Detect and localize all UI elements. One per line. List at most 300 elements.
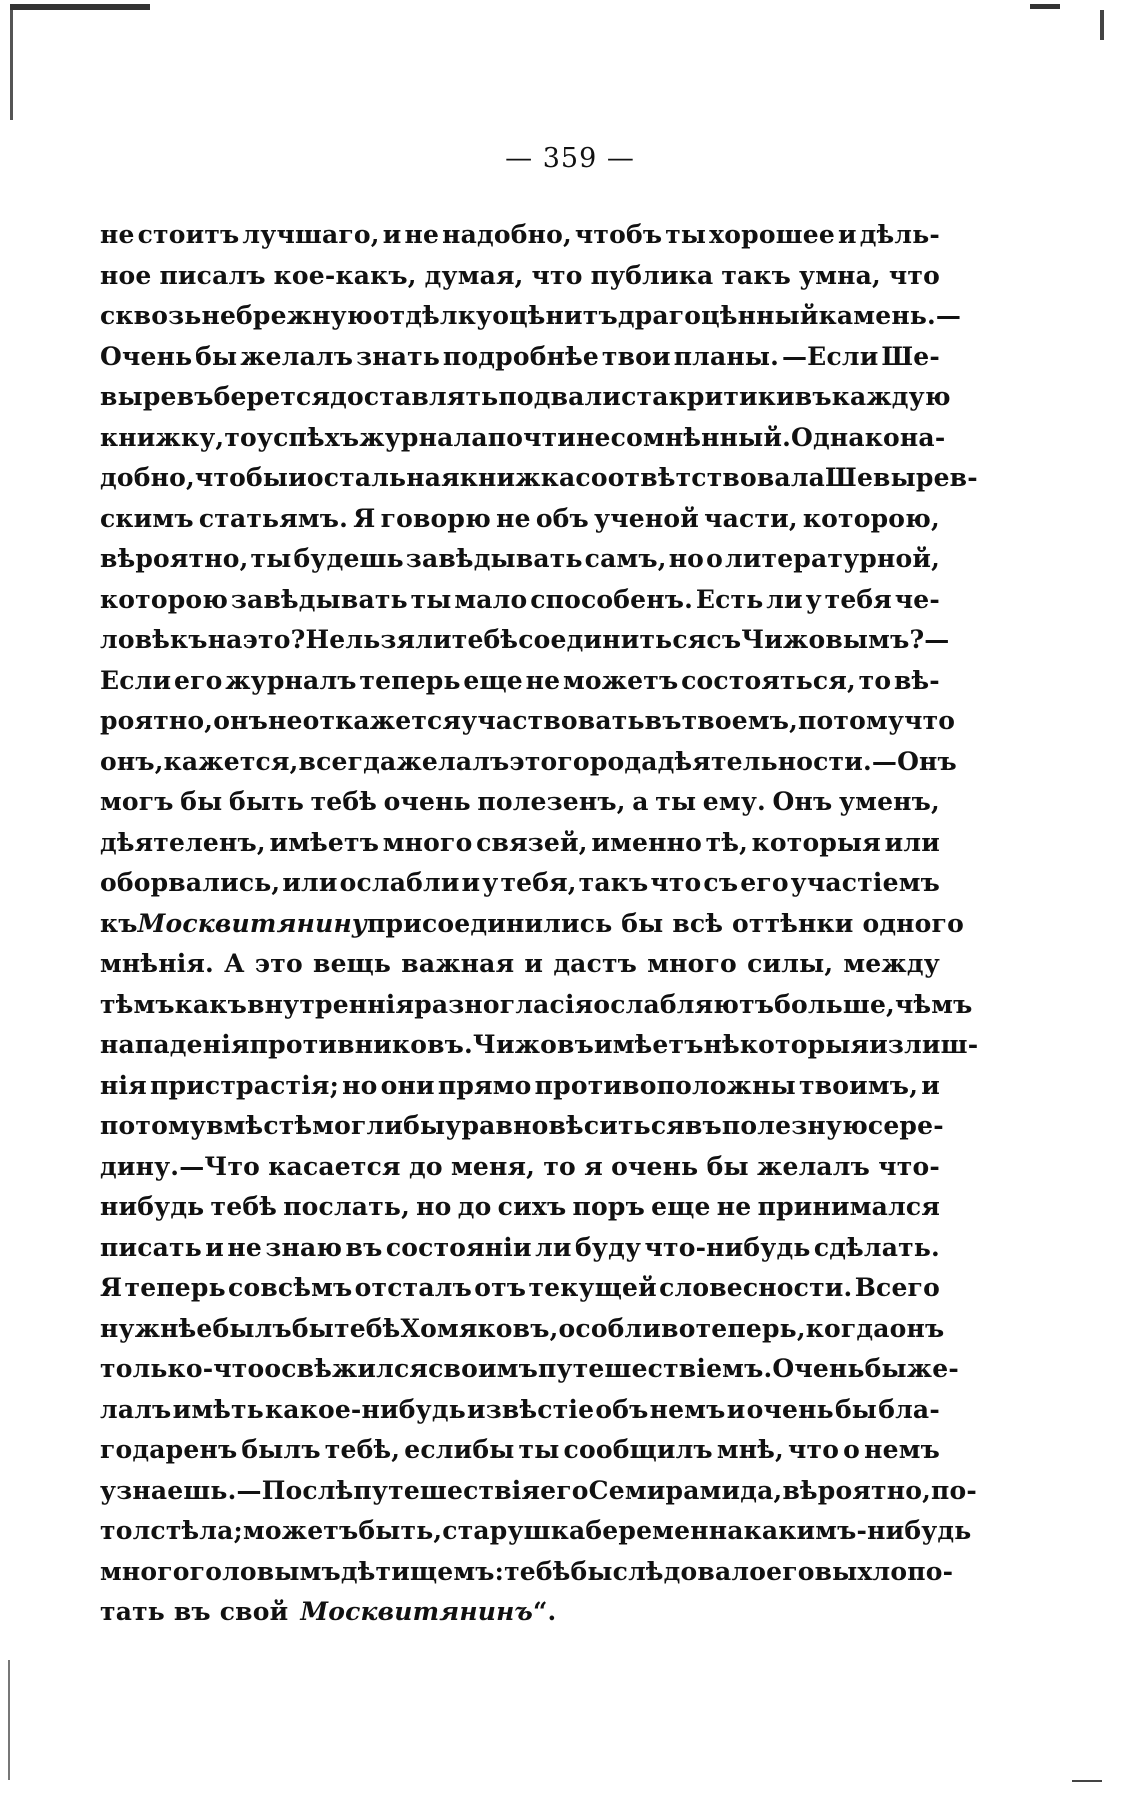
word: Однако — [791, 422, 900, 452]
word: силы, — [747, 949, 834, 978]
word: и — [382, 220, 402, 249]
word: чтобы — [194, 463, 289, 492]
text-line-14 — [100, 742, 957, 783]
word: подробнѣе — [442, 341, 599, 371]
word: не — [227, 1232, 262, 1262]
word: нападенія — [100, 1030, 250, 1059]
word: говорю — [380, 503, 491, 533]
word: книжка — [459, 463, 576, 492]
word: и — [461, 868, 481, 897]
word: лалъ — [100, 1394, 172, 1424]
word: знать — [356, 341, 441, 371]
word: до — [457, 1192, 492, 1221]
word: дѣятеленъ, — [100, 827, 266, 857]
word: тебѣ — [310, 787, 378, 816]
word: публика — [590, 260, 714, 290]
word: имѣетъ — [269, 827, 380, 857]
word: ученой — [594, 503, 700, 533]
word: бла- — [878, 1394, 940, 1424]
word: не — [267, 706, 303, 735]
text-line-19 — [100, 944, 940, 985]
word: ты — [665, 220, 707, 249]
word: стоитъ — [137, 220, 240, 249]
word: именно — [591, 827, 702, 857]
word: —Если — [781, 341, 879, 371]
word: два — [533, 382, 585, 411]
word: до — [408, 1151, 443, 1181]
body-text — [100, 215, 979, 1633]
word: что — [650, 868, 702, 897]
word: былъ — [212, 1313, 292, 1343]
word: его — [540, 1475, 589, 1505]
word: его — [740, 868, 789, 897]
word: это — [254, 949, 303, 978]
word: что — [788, 1435, 840, 1464]
word: кое-какъ, — [273, 260, 417, 290]
word: А — [224, 949, 245, 978]
word: твои — [601, 341, 671, 371]
word: Очень — [100, 341, 193, 371]
word: всегда — [298, 746, 397, 776]
text-line-13 — [100, 701, 956, 742]
word: тебѣ — [504, 1556, 571, 1586]
text-line-11 — [100, 620, 950, 661]
word: ты — [250, 544, 292, 573]
word: сере- — [867, 1111, 944, 1140]
word: много — [647, 949, 737, 978]
word: дастъ — [553, 949, 638, 978]
word: нія — [100, 1070, 147, 1100]
word: между — [843, 949, 940, 978]
word: ты — [410, 584, 452, 614]
word: ты — [655, 787, 697, 816]
word: послать, — [283, 1192, 410, 1221]
word: тѣ, — [705, 827, 749, 857]
text-line-18-lead: къ — [100, 908, 138, 938]
word: оборвались, — [100, 868, 281, 897]
word: особливо — [558, 1313, 696, 1343]
word: части, — [704, 503, 798, 533]
word: быть, — [358, 1516, 443, 1545]
word: объ — [535, 503, 589, 533]
word: извѣстіе — [467, 1394, 595, 1424]
word: листа — [584, 382, 669, 411]
text-line-35 — [100, 1592, 940, 1633]
word: камень. — [818, 301, 936, 330]
word: которою — [100, 584, 229, 614]
word: что — [888, 260, 940, 290]
word: остальная — [306, 463, 460, 492]
word: годаренъ — [100, 1435, 238, 1464]
word: очень — [383, 787, 471, 816]
word: бы — [291, 1313, 335, 1343]
word: такъ — [578, 868, 649, 897]
word: нибудь — [100, 1192, 205, 1221]
word: твоимъ, — [799, 1070, 919, 1100]
word: добно, — [100, 463, 195, 492]
word: беременна — [585, 1516, 744, 1545]
word: доставлять — [330, 382, 499, 411]
word: многоголовымъ — [100, 1556, 341, 1586]
word: но — [416, 1192, 452, 1221]
word: способенъ. — [530, 584, 694, 614]
text-line-22 — [100, 1066, 940, 1107]
word: которою, — [802, 503, 940, 533]
word: статьямъ. — [198, 503, 349, 533]
text-line-7 — [100, 458, 978, 499]
word: толстѣла; — [100, 1516, 243, 1545]
text-line-20 — [100, 985, 973, 1026]
word: путешествія — [353, 1475, 541, 1505]
word: отъ — [474, 1273, 527, 1302]
word: Если — [100, 665, 172, 695]
word: журналъ — [225, 665, 357, 695]
journal-title-text: Москвитянинъ — [300, 1597, 533, 1626]
scan-edge-mark-left — [10, 10, 13, 120]
journal-title-italic: Москвитянину — [137, 908, 368, 938]
word: то — [858, 665, 892, 695]
word: сквозь — [100, 301, 202, 330]
word: старушка — [442, 1516, 586, 1545]
word: только-что — [100, 1354, 265, 1383]
word: на- — [899, 422, 946, 452]
word: разногласія — [414, 989, 594, 1019]
text-line-17 — [100, 863, 940, 904]
word: какое-нибудь — [265, 1394, 466, 1424]
word: еслибы — [404, 1435, 515, 1464]
word: выхлопо- — [814, 1556, 954, 1586]
word: сдѣлать. — [813, 1232, 940, 1262]
text-line-1 — [100, 215, 940, 256]
word: бы — [195, 341, 238, 371]
word: Семирамида, — [588, 1475, 783, 1505]
word: бы — [570, 1556, 613, 1586]
word: драгоцѣнный — [617, 301, 819, 330]
text-line-3 — [100, 296, 962, 337]
word: Я — [100, 1273, 123, 1302]
word: Онъ — [772, 787, 833, 816]
word: кажется, — [163, 746, 299, 776]
word: несомнѣнный. — [576, 422, 792, 452]
word: вѣроятно, — [782, 1475, 931, 1505]
word: у — [482, 868, 499, 897]
word: отдѣлку — [372, 301, 493, 330]
word: бы — [706, 1151, 749, 1181]
journal-title-italic-end — [300, 1592, 556, 1633]
word: то — [543, 1151, 576, 1181]
word: Шевырев- — [825, 463, 978, 492]
word: бы — [180, 787, 223, 816]
word: надобно, — [442, 220, 572, 249]
text-line-9 — [100, 539, 940, 580]
word: онъ, — [100, 746, 164, 776]
word: самъ, — [584, 544, 667, 573]
word: желалъ — [757, 1151, 871, 1181]
word: Хомяковъ, — [400, 1313, 559, 1343]
word: меня, — [450, 1151, 536, 1181]
word: твоемъ, — [681, 706, 799, 735]
word: Всего — [854, 1273, 940, 1302]
text-line-26 — [100, 1228, 940, 1269]
word: Чижовъ — [472, 1030, 594, 1059]
word: дину.—Что — [100, 1151, 261, 1181]
word: будешь — [293, 544, 404, 573]
word: касается — [268, 1151, 401, 1181]
text-line-27 — [100, 1268, 940, 1309]
word: совсѣмъ — [228, 1273, 353, 1302]
word: чѣмъ — [894, 989, 973, 1019]
word: нужнѣе — [100, 1313, 213, 1343]
word: противниковъ. — [249, 1030, 473, 1059]
word: которыя — [751, 827, 881, 857]
word: имѣетъ — [593, 1030, 704, 1059]
word: Нельзя — [305, 625, 416, 654]
text-line-28 — [100, 1309, 945, 1350]
word: когда — [805, 1313, 890, 1343]
word: но — [342, 1070, 378, 1100]
scan-edge-mark-right — [1100, 10, 1104, 40]
text-line-25 — [100, 1187, 940, 1228]
word: а — [632, 787, 649, 816]
text-line-29 — [100, 1349, 959, 1390]
word: какъ — [174, 989, 248, 1019]
word: имѣть — [172, 1394, 264, 1424]
word: лучшаго, — [242, 220, 380, 249]
word: текущей — [528, 1273, 657, 1302]
word: еще — [651, 1192, 711, 1221]
word: быть — [229, 787, 304, 816]
text-line-18 — [100, 904, 964, 945]
word: узнаешь.—Послѣ — [100, 1475, 354, 1505]
word: бы — [834, 1394, 878, 1424]
word: чтобъ — [574, 220, 663, 249]
word: противоположны — [534, 1070, 796, 1100]
text-line-10 — [100, 580, 940, 621]
word: этого — [509, 746, 590, 776]
word: журнала — [359, 422, 488, 452]
word: не — [716, 1192, 752, 1221]
word: о — [843, 1435, 861, 1464]
word: и — [837, 220, 857, 249]
word: немъ — [649, 1394, 726, 1424]
word: своимъ — [428, 1354, 539, 1383]
word: можетъ — [562, 665, 679, 695]
text-line-30 — [100, 1390, 940, 1431]
word: полезную — [721, 1111, 868, 1140]
word: бы — [403, 1111, 446, 1140]
word: поръ — [572, 1192, 645, 1221]
word: по- — [930, 1475, 977, 1505]
word: сихъ — [497, 1192, 567, 1221]
word: то — [224, 422, 257, 452]
word: теперь, — [695, 1313, 806, 1343]
word: можетъ — [242, 1516, 359, 1545]
word: писать — [100, 1232, 202, 1262]
word: связей, — [476, 827, 588, 857]
word: излиш- — [869, 1030, 979, 1059]
word: и — [205, 1232, 225, 1262]
word: на — [207, 625, 243, 654]
word: внутреннія — [247, 989, 415, 1019]
word: не — [496, 503, 531, 533]
word: или — [884, 827, 940, 857]
word: онъ — [213, 706, 268, 735]
word: важная — [401, 949, 515, 978]
word: могли — [312, 1111, 404, 1140]
word: нѣкоторыя — [703, 1030, 870, 1059]
word: почти — [487, 422, 577, 452]
word: пристрастія; — [150, 1070, 340, 1100]
word: — — [935, 301, 962, 330]
word: уравновѣситься — [445, 1111, 685, 1140]
word: слѣдовало — [612, 1556, 767, 1586]
word: тебѣ — [334, 1313, 401, 1343]
word: очень — [611, 1151, 699, 1181]
text-line-2 — [100, 256, 940, 297]
word: рода — [589, 746, 658, 776]
word: онъ — [889, 1313, 945, 1343]
scan-edge-mark-top-left — [10, 4, 150, 10]
word: они — [380, 1070, 435, 1100]
word: вѣроятно, — [100, 544, 249, 573]
word: что-нибудь — [644, 1232, 811, 1262]
word: Есть — [695, 584, 764, 614]
closing-quote: “. — [532, 1597, 557, 1626]
word: тебѣ — [451, 625, 519, 654]
text-line-23 — [100, 1106, 944, 1147]
text-line-32 — [100, 1471, 977, 1512]
word: но — [668, 544, 705, 573]
word: у — [805, 584, 822, 614]
word: выревъ — [100, 382, 214, 411]
word: участвовать — [461, 706, 645, 735]
word: и — [524, 949, 544, 978]
word: что- — [878, 1151, 940, 1181]
word: въ — [644, 706, 682, 735]
word: полезенъ, — [477, 787, 626, 816]
word: успѣхъ — [256, 422, 360, 452]
word: состояться, — [681, 665, 856, 695]
text-line-34 — [100, 1552, 954, 1593]
word: мнѣнія. — [100, 949, 214, 978]
word: могъ — [100, 787, 174, 816]
word: немъ — [864, 1435, 940, 1464]
word: берется — [213, 382, 331, 411]
word: его — [766, 1556, 815, 1586]
word: отсталъ — [354, 1273, 472, 1302]
word: скимъ — [100, 503, 194, 533]
word: небрежную — [201, 301, 373, 330]
word: че- — [894, 584, 940, 614]
word: потому — [798, 706, 905, 735]
word: бы — [864, 1354, 907, 1383]
word: соединиться — [518, 625, 707, 654]
word: каждую — [831, 382, 951, 411]
word: не — [404, 220, 440, 249]
word: какимъ-нибудь — [743, 1516, 972, 1545]
word: вмѣстѣ — [206, 1111, 313, 1140]
word: дѣятельности.—Онъ — [657, 746, 957, 776]
text-line-8 — [100, 499, 940, 540]
word: же- — [906, 1354, 959, 1383]
word: уменъ, — [838, 787, 940, 816]
word: его — [173, 665, 223, 695]
word: литературной, — [724, 544, 940, 573]
word: критики — [668, 382, 795, 411]
word: словесности. — [659, 1273, 853, 1302]
word: ли — [415, 625, 452, 654]
word: Ше- — [881, 341, 940, 371]
word: я — [584, 1151, 603, 1181]
word: желалъ — [396, 746, 510, 776]
word: прямо — [437, 1070, 532, 1100]
word: въ — [794, 382, 832, 411]
word: соотвѣтствовала — [575, 463, 826, 492]
word: такъ — [721, 260, 792, 290]
word: состояніи — [385, 1232, 532, 1262]
word: не — [525, 665, 561, 695]
word: дѣтищемъ: — [340, 1556, 505, 1586]
word: писалъ — [159, 260, 266, 290]
word: очень — [746, 1394, 834, 1424]
word: тебя, — [500, 868, 577, 897]
word: еще — [463, 665, 523, 695]
text-line-21 — [100, 1025, 979, 1066]
word: оцѣнитъ — [492, 301, 618, 330]
word: ловѣкъ — [100, 625, 208, 654]
text-line-35-lead: тать въ свой — [100, 1597, 289, 1626]
word: мнѣ, — [716, 1435, 784, 1464]
scan-edge-mark-bottom-right — [1072, 1780, 1102, 1782]
word: тебѣ, — [324, 1435, 401, 1464]
word: вѣ- — [893, 665, 940, 695]
word: или — [282, 868, 338, 897]
word: ему. — [702, 787, 766, 816]
word: Я — [353, 503, 376, 533]
page-number: — 359 — — [505, 143, 635, 174]
word: по — [498, 382, 534, 411]
word: сообщилъ — [563, 1435, 713, 1464]
word: откажется — [302, 706, 462, 735]
word: планы. — [673, 341, 780, 371]
word: принимался — [757, 1192, 940, 1221]
text-line-18-rest: присоединились бы всѣ оттѣнки одного — [367, 908, 964, 938]
word: дѣль- — [859, 220, 940, 249]
scan-edge-mark-top-right — [1030, 4, 1060, 9]
text-line-4 — [100, 337, 940, 378]
word: буду — [575, 1232, 642, 1262]
word: не — [100, 220, 135, 249]
text-line-16 — [100, 823, 940, 864]
word: былъ — [241, 1435, 321, 1464]
word: Очень — [772, 1354, 865, 1383]
text-line-6 — [100, 418, 946, 459]
scan-edge-mark-left-lower — [8, 1660, 10, 1780]
word: это? — [242, 625, 306, 654]
word: книжку, — [100, 422, 225, 452]
text-line-31 — [100, 1430, 940, 1471]
word: мало — [454, 584, 528, 614]
word: и — [288, 463, 307, 492]
word: путешествіемъ. — [538, 1354, 773, 1383]
word: ли — [535, 1232, 572, 1262]
word: потому — [100, 1111, 207, 1140]
word: что — [904, 706, 956, 735]
word: о — [706, 544, 723, 573]
word: съ — [706, 625, 742, 654]
word: завѣдывать — [230, 584, 408, 614]
text-line-5 — [100, 377, 951, 418]
